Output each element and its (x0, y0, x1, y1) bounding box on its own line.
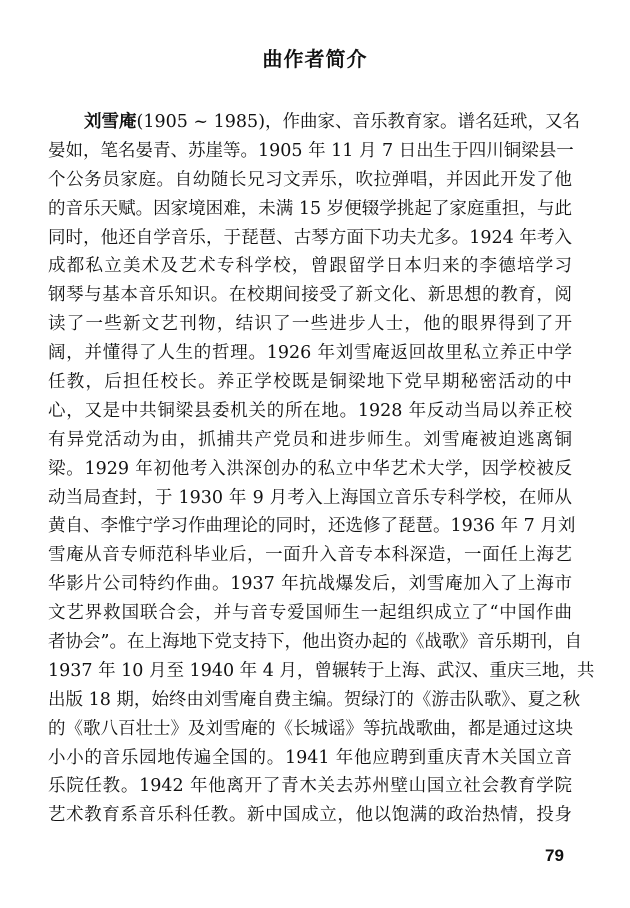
composer-name: 刘雪庵 (84, 112, 137, 132)
text-line-content: (1905 ~ 1985)，作曲家、音乐教育家。谱名廷玳，又名 (136, 112, 581, 132)
text-line: 黄自、李惟宁学习作曲理论的同时，还选修了琵琶。1936 年 7 月刘 (48, 516, 576, 537)
text-line: 钢琴与基本音乐知识。在校期间接受了新文化、新思想的教育，阅 (48, 285, 572, 306)
text-line: 1937 年 10 月至 1940 年 4 月，曾辗转于上海、武汉、重庆三地，共 (48, 660, 595, 681)
text-line: 动当局查封，于 1930 年 9 月考入上海国立音乐专科学校，在师从 (48, 487, 572, 508)
text-line: 的音乐天赋。因家境困难，未满 15 岁便辍学挑起了家庭重担，与此 (48, 198, 572, 219)
text-line: 个公务员家庭。自幼随长兄习文弄乐，吹拉弹唱，并因此开发了他 (48, 169, 572, 190)
text-line: 雪庵从音专师范科毕业后，一面升入音专本科深造，一面任上海艺 (48, 545, 572, 566)
text-line: 任教，后担任校长。养正学校既是铜梁地下党早期秘密活动的中 (48, 372, 572, 393)
text-line: 有异党活动为由，抓捕共产党员和进步师生。刘雪庵被迫逃离铜 (48, 429, 572, 450)
text-line: 阔，并懂得了人生的哲理。1926 年刘雪庵返回故里私立养正中学 (48, 343, 572, 364)
text-line: 成都私立美术及艺术专科学校，曾跟留学日本归来的李德培学习 (48, 256, 572, 277)
text-line: 者协会”。在上海地下党支持下，他出资办起的《战歌》音乐期刊，自 (48, 632, 582, 653)
text-line: 心，又是中共铜梁县委机关的所在地。1928 年反动当局以养正校 (48, 400, 572, 421)
text-line: 小小的音乐园地传遍全国的。1941 年他应聘到重庆青木关国立音 (48, 747, 572, 768)
text-line: 艺术教育系音乐科任教。新中国成立，他以饱满的政治热情，投身 (48, 805, 572, 826)
page-title: 曲作者简介 (262, 47, 368, 71)
page-number: 79 (545, 846, 564, 865)
biography-paragraph (48, 108, 595, 830)
text-line: 乐院任教。1942 年他离开了青木关去苏州壁山国立社会教育学院 (48, 776, 572, 797)
text-line (48, 108, 581, 137)
text-line: 晏如，笔名晏青、苏崖等。1905 年 11 月 7 日出生于四川铜梁县一 (48, 140, 574, 161)
text-line: 读了一些新文艺刊物，结识了一些进步人士，他的眼界得到了开 (48, 314, 572, 335)
text-line: 出版 18 期，始终由刘雪庵自费主编。贺绿汀的《游击队歌》、夏之秋 (48, 689, 581, 710)
text-line: 的《歌八百壮士》及刘雪庵的《长城谣》等抗战歌曲，都是通过这块 (48, 718, 573, 739)
text-line: 文艺界救国联合会，并与音专爱国师生一起组织成立了“中国作曲 (48, 603, 572, 624)
text-line: 华影片公司特约作曲。1937 年抗战爆发后，刘雪庵加入了上海市 (48, 574, 572, 595)
text-line: 梁。1929 年初他考入洪深创办的私立中华艺术大学，因学校被反 (48, 458, 572, 479)
text-line: 同时，他还自学音乐，于琵琶、古琴方面下功夫尤多。1924 年考入 (48, 227, 572, 248)
